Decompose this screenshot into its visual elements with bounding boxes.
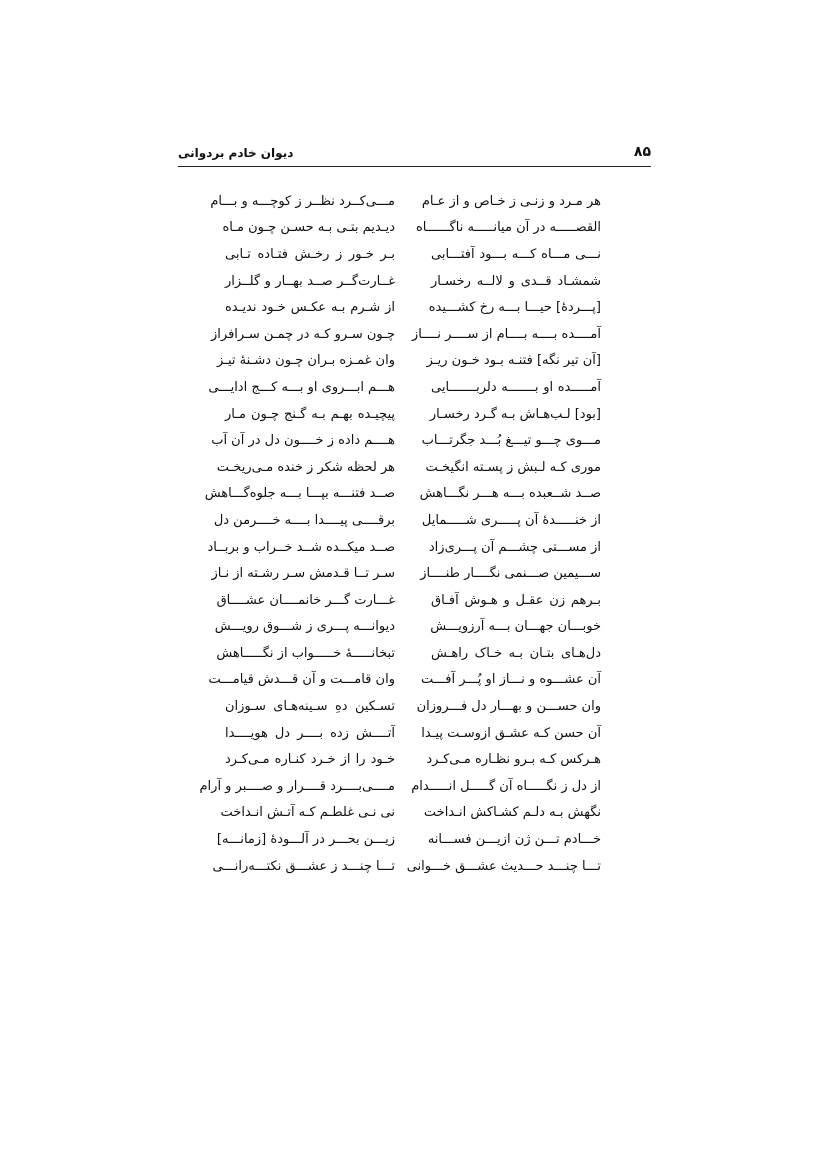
couplet: [216, 640, 601, 667]
hemistich-right: آمـــــده او بـــــــه دلربـــــــایی: [431, 379, 601, 395]
couplet: [225, 241, 601, 268]
couplet: [204, 481, 601, 508]
hemistich-left: تـــا چنـــد ز عشـــق نکتـــه‌رانـــی: [212, 858, 395, 874]
hemistich-left: صــد فتنـــه بپـــا بـــه جلوه‌گـــاهش: [204, 486, 395, 502]
hemistich-left: بـر خـور ز رخـش فتـاده تـابی: [225, 246, 395, 262]
hemistich-left: پیچیـده بهـم بـه گـنج چـون مـار: [225, 406, 395, 422]
hemistich-right: صــد شــعبده بـــه هـــر نگـــاهش: [419, 486, 601, 502]
hemistich-right: تـــا چنـــد حـــدیث عشـــق خـــوانی: [406, 858, 601, 874]
hemistich-right: دل‌هـای بتـان بـه خـاک راهـش: [431, 645, 601, 661]
couplet: [217, 348, 601, 375]
hemistich-right: القصـــــه در آن میانـــــه ناگــــــاه: [415, 220, 601, 236]
hemistich-right: موری کـه لـبش ز پسـته انگیخـت: [425, 459, 601, 475]
hemistich-right: [آن تیر نگه] فتنـه بـود خـون ریـز: [426, 353, 601, 369]
hemistich-left: آتــــش زده بــــر دل هویــــدا: [225, 725, 395, 741]
hemistich-left: زیـــن بحـــر در آلـــودهٔ [زمانـــه]: [216, 832, 395, 848]
couplet: [225, 746, 601, 773]
couplet: [225, 268, 601, 295]
hemistich-right: خوبـــان جهـــان بـــه آرزویـــش: [430, 619, 601, 635]
couplet: [211, 560, 601, 587]
hemistich-left: وان غمـزه بـران چـون دشـنهٔ تیـز: [217, 353, 395, 369]
couplet: [208, 667, 601, 694]
hemistich-right: [پـــردهٔ] حیـــا بـــه رخ کشـــیده: [428, 300, 601, 316]
couplet: [212, 853, 601, 880]
hemistich-right: از مســـتی چشـــم آن پـــری‌زاد: [428, 539, 601, 555]
hemistich-left: خـود را از خـرد کنـاره مـی‌کـرد: [225, 752, 395, 768]
couplet: [222, 215, 601, 242]
hemistich-left: مـــی‌کــرد نظــر ز کوچـــه و بـــام: [210, 193, 395, 209]
hemistich-right: بـرهم زن عقـل و هـوش آفـاق: [431, 592, 601, 608]
hemistich-left: تبخانـــــهٔ خـــــواب از نگـــــاهش: [216, 645, 395, 661]
hemistich-right: مـــوی چـــو تیـــغ بُـــد جگرتـــاب: [421, 433, 601, 449]
hemistich-left: هر لحظه شکر ز خنده مـی‌ریخـت: [216, 459, 395, 475]
hemistich-right: نـــی مـــاه کـــه بـــود آفتـــابی: [431, 246, 601, 262]
hemistich-left: غــارت‌گــر صــد بهــار و گلــزار: [225, 273, 395, 289]
couplet: [199, 773, 601, 800]
page-number: ۸۵: [633, 144, 651, 160]
hemistich-left: دیـدیم بتـی بـه حسـن چـون مـاه: [222, 220, 395, 236]
couplet: [225, 401, 601, 428]
hemistich-left: دیوانـــه پـــری ز شـــوق رویـــش: [214, 619, 395, 635]
couplet: [220, 800, 601, 827]
hemistich-right: آن حسن کـه عشـق ازوسـت پیـدا: [421, 725, 601, 741]
couplet: [211, 321, 601, 348]
hemistich-right: آمــــده بــــه بــــام از ســــر نــــاز: [411, 326, 601, 342]
hemistich-right: خـــادم تـــن ژن ازیـــن فســـانه: [427, 832, 601, 848]
hemistich-right: از خنـــــدهٔ آن پـــــری شـــــمایل: [421, 512, 601, 528]
couplet: [210, 188, 601, 215]
couplet: [216, 454, 601, 481]
hemistich-right: هـرکس کـه بـرو نظـاره مـی‌کـرد: [426, 752, 601, 768]
couplet: [225, 294, 601, 321]
hemistich-right: شمشـاد قــدی و لالــه رخسـار: [431, 273, 601, 289]
page-header: [178, 140, 651, 167]
hemistich-left: مــــی‌بــــرد قــــرار و صــــبر و آرام: [199, 778, 395, 794]
hemistich-right: [بود] لـب‌هـاش بـه گـرد رخسـار: [429, 406, 601, 422]
hemistich-left: چـون سـرو کـه در چمـن سـرافراز: [211, 326, 395, 342]
book-title: دیوان خادم بردوانی: [178, 146, 294, 160]
couplet: [213, 507, 601, 534]
couplet: [207, 534, 601, 561]
couplet: [225, 693, 601, 720]
hemistich-right: هر مـرد و زنـی ز خـاص و از عـام: [421, 193, 601, 209]
hemistich-left: وان قامـــت و آن قـــدش قیامـــت: [208, 672, 395, 688]
hemistich-left: سـر تــا قـدمش سـر رشـته از نـاز: [211, 566, 395, 582]
hemistich-left: غـــارت گـــر خانمــــان عشــــاق: [216, 592, 395, 608]
hemistich-left: برقــــی پیــــدا بــــه خــــرمن دل: [213, 512, 395, 528]
hemistich-right: وان حســـن و بهـــار دل فـــروزان: [416, 699, 601, 715]
hemistich-left: از شـرم بـه عکـس خـود ندیـده: [225, 300, 395, 316]
hemistich-right: از دل ز نگـــــاه آن گـــــل انـــــدام: [411, 778, 601, 794]
couplet: [208, 374, 601, 401]
couplet: [211, 427, 601, 454]
hemistich-left: نی نـی غلطـم کـه آتـش انـداخت: [220, 805, 395, 821]
couplet: [225, 720, 601, 747]
hemistich-left: هـــم ابـــروی او بـــه کـــج ادایـــی: [208, 379, 395, 395]
couplet: [214, 614, 601, 641]
hemistich-left: هــــم داده ز خــــون دل در آن آب: [211, 433, 395, 449]
hemistich-right: نگهش بـه دلـم کشـاکش انـداخت: [423, 805, 601, 821]
couplet: [216, 826, 601, 853]
hemistich-left: صــد میکــده شــد خــراب و بربــاد: [207, 539, 395, 555]
hemistich-right: آن عشـــوه و نـــاز او پُـــر آفـــت: [421, 672, 601, 688]
couplet: [216, 587, 601, 614]
poem-body: [199, 188, 601, 879]
hemistich-right: ســـیمین صـــنمی نگــــار طنــــاز: [420, 566, 601, 582]
hemistich-left: تسـکین دهِ سـینه‌هـای سـوزان: [225, 699, 395, 715]
